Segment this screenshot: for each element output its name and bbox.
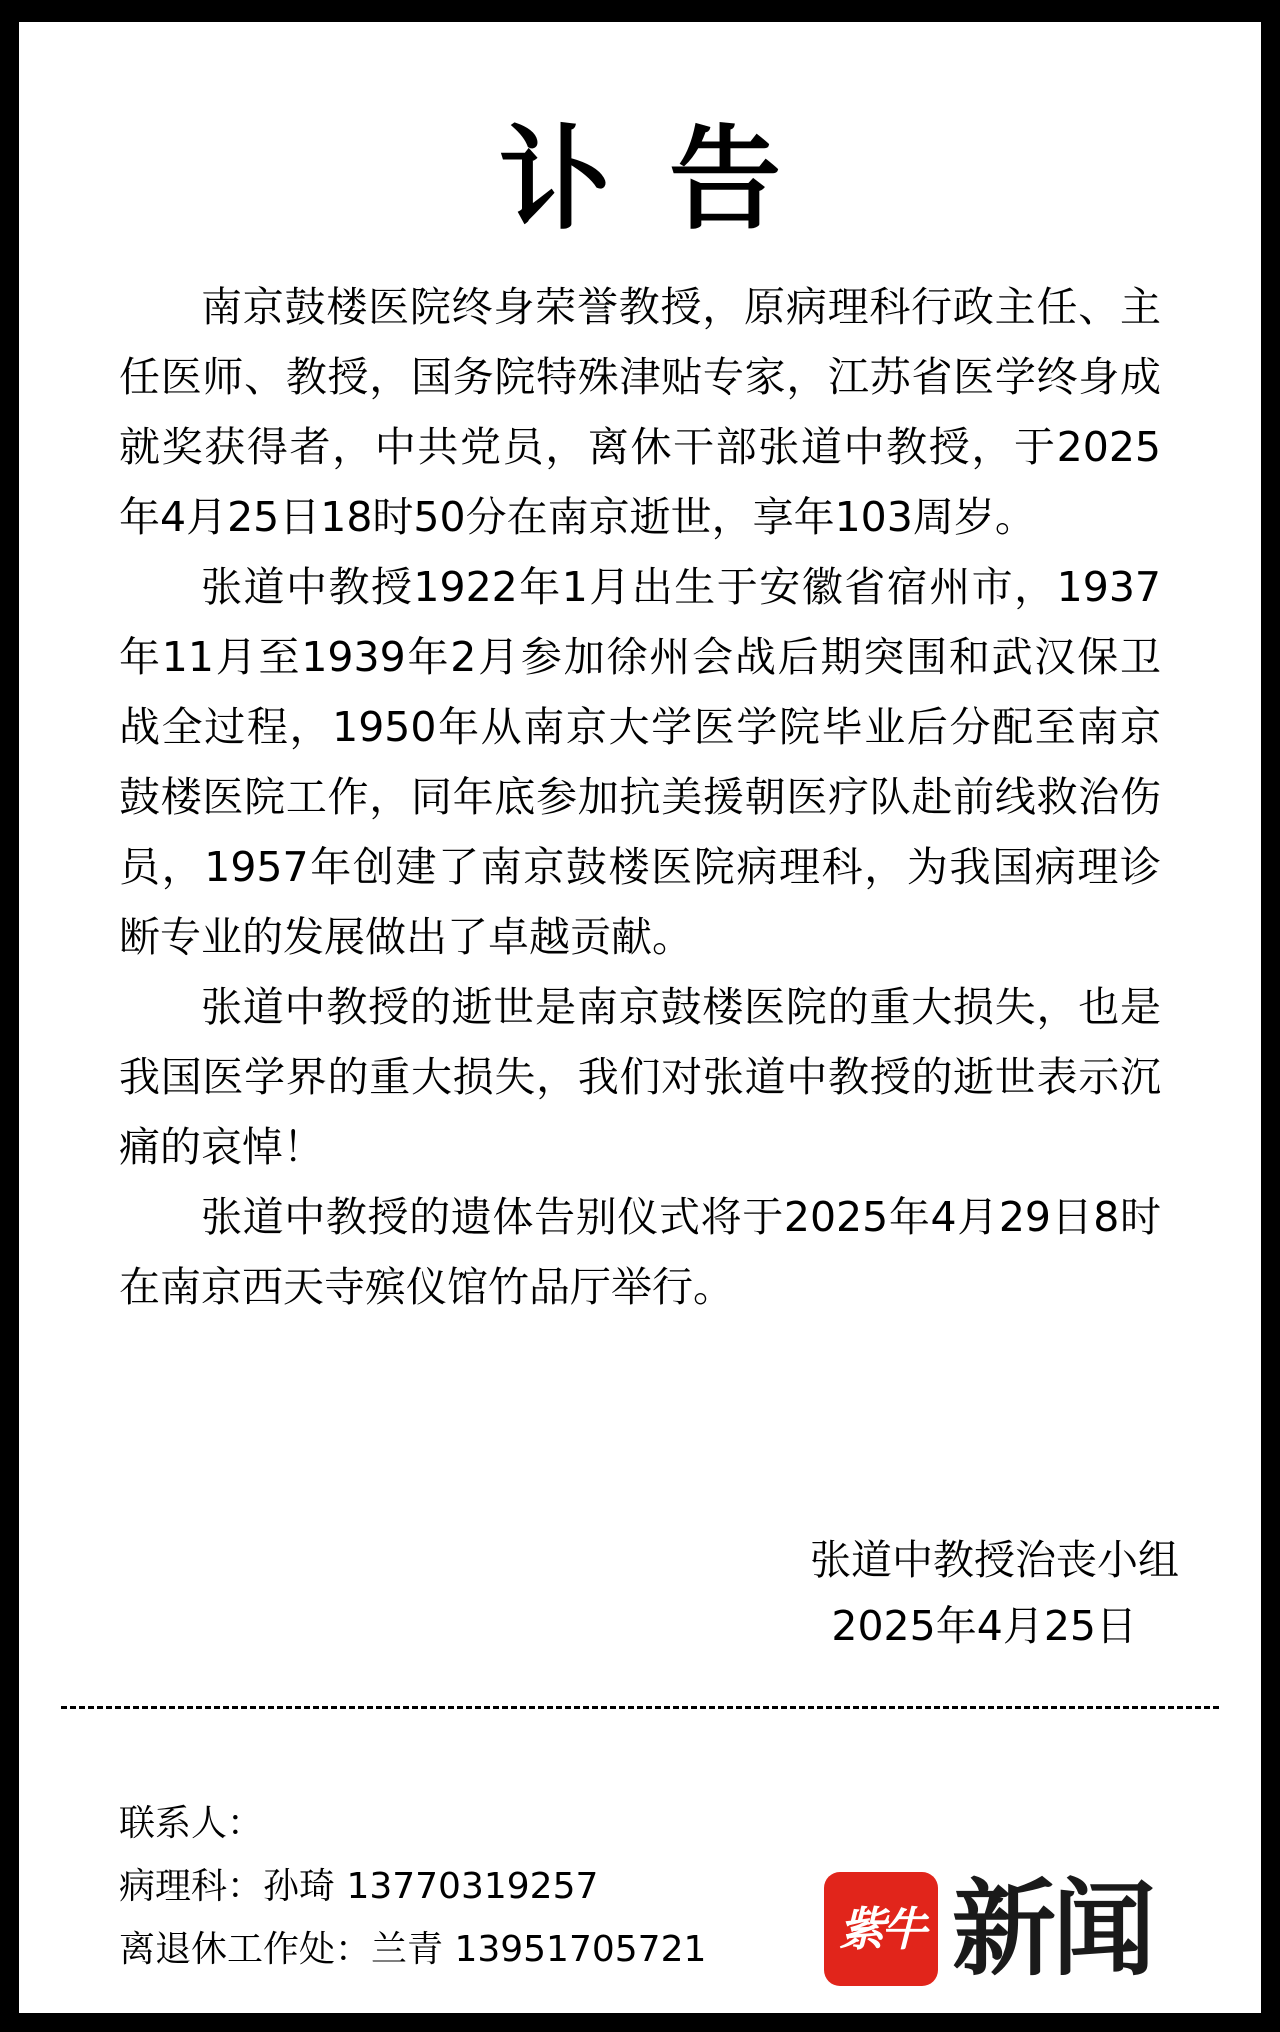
notice-title: 讣告 [499, 115, 839, 245]
logo-wordmark: 新闻 [952, 1867, 1153, 1990]
notice-paragraph-3: 张道中教授的逝世是南京鼓楼医院的重大损失，也是我国医学界的重大损失，我们对张道中教授的逝世表示沉痛的哀悼！ [119, 983, 1161, 1171]
signature-date: 2025年4月25日 [831, 1602, 1137, 1650]
signature-block [619, 1527, 1179, 1659]
contacts-block [119, 1792, 706, 1981]
logo-badge-text: 紫牛 [839, 1902, 923, 1956]
notice-paragraph-1: 南京鼓楼医院终身荣誉教授，原病理科行政主任、主任医师、教授，国务院特殊津贴专家，江苏省医学终身成就奖获得者，中共党员，离休干部张道中教授，于2025年4月25日18时50分在南京逝世，享年103周岁。 [119, 283, 1161, 541]
contacts-heading: 联系人： [119, 1803, 264, 1844]
signature-org: 张道中教授治丧小组 [810, 1536, 1179, 1584]
notice-paragraph-4: 张道中教授的遗体告别仪式将于2025年4月29日8时在南京西天寺殡仪馆竹品厅举行。 [119, 1193, 1161, 1311]
ziniu-news-logo [824, 1864, 1234, 1994]
notice-body [119, 272, 1161, 1322]
contact-entry-pathology: 病理科：孙琦 13770319257 [119, 1866, 599, 1907]
notice-paragraph-2: 张道中教授1922年1月出生于安徽省宿州市，1937年11月至1939年2月参加徐州会战后期突围和武汉保卫战全过程，1950年从南京大学医学院毕业后分配至南京鼓楼医院工作，同年底参加抗美援朝医疗队赴前线救治伤员，1957年创建了南京鼓楼医院病理科，为我国病理诊断专业的发展做出了卓越贡献。 [119, 563, 1161, 961]
ziniu-badge-icon [824, 1872, 938, 1986]
contact-entry-retirement-office: 离退休工作处：兰青 13951705721 [119, 1929, 707, 1970]
obituary-sheet [19, 22, 1261, 2013]
dashed-divider [61, 1706, 1219, 1709]
